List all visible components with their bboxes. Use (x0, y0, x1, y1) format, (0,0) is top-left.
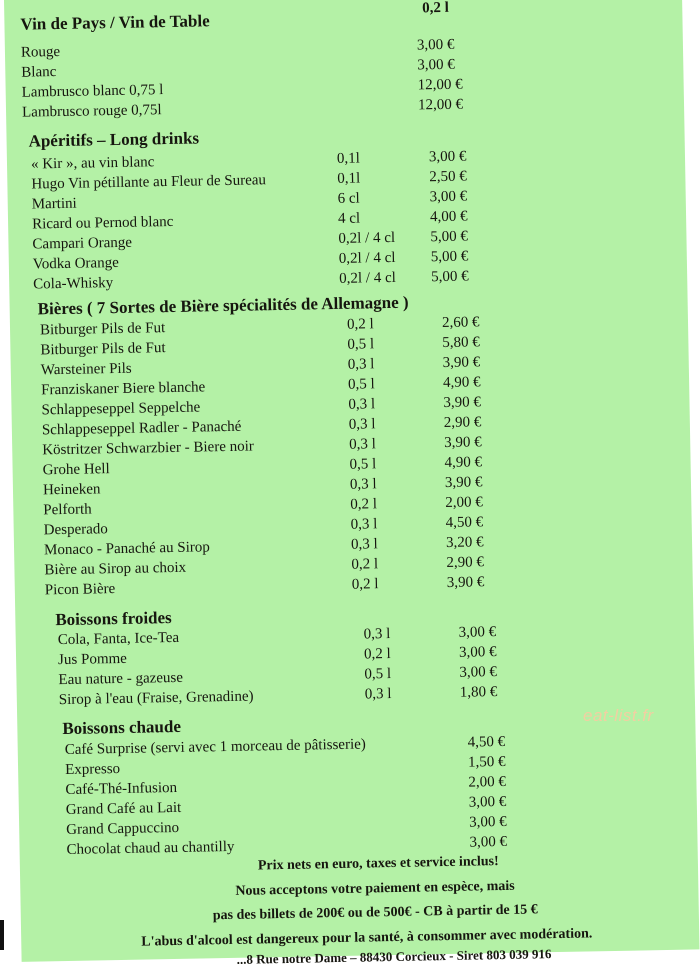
menu-item-volume: 0,2 l (346, 316, 374, 333)
menu-item-volume: 0,5 l (347, 336, 375, 353)
menu-item-volume: 0,3 l (348, 416, 376, 433)
menu-item-price: 5,80 € (442, 334, 480, 352)
menu-item-name: Cola, Fanta, Ice-Tea (57, 629, 180, 649)
menu-item-name: Café Surprise (servi avec 1 morceau de pâtisserie) (64, 736, 366, 759)
menu-item-volume: 0,3 l (364, 686, 392, 703)
menu-sheet (4, 0, 700, 967)
menu-item-price: 2,90 € (446, 554, 485, 571)
menu-item-name: Blanc (21, 64, 57, 81)
menu-item-name: Schlappeseppel Radler - Panaché (41, 418, 242, 439)
section-title: Boissons froides (55, 608, 172, 630)
section-title: Bières ( 7 Sortes de Bière spécialités de Allemagne ) (37, 292, 409, 319)
menu-item-name: Rouge (20, 43, 61, 61)
menu-item-volume: 6 cl (337, 190, 360, 207)
menu-item-name: Cola-Whisky (33, 275, 114, 293)
menu-item-name: Franziskaner Biere blanche (41, 379, 206, 399)
footer-prices-note: Prix nets en euro, taxes et service inclus! (257, 854, 499, 874)
menu-item-volume: 0,3 l (349, 476, 377, 493)
menu-item-name: Martini (31, 195, 77, 213)
menu-item-volume: 0,3 l (347, 356, 375, 373)
menu-item-volume: 0,2l / 4 cl (338, 229, 396, 247)
menu-item-price: 2,00 € (468, 773, 507, 791)
menu-item-price: 3,00 € (458, 644, 497, 661)
footer-address: ...8 Rue notre Dame – 88430 Corcieux - Siret 803 039 916 (236, 946, 552, 967)
menu-item-volume: 0,1l (337, 170, 361, 187)
menu-item-price: 4,00 € (429, 208, 468, 226)
watermark-logo: eat-list.fr (583, 706, 654, 725)
menu-item-price: 2,50 € (429, 168, 467, 186)
menu-item-name: Eau nature - gazeuse (58, 669, 184, 689)
menu-item-name: Grand Café au Lait (65, 799, 182, 819)
menu-item-volume: 0,2 l (351, 576, 379, 593)
menu-item-name: « Kir », au vin blanc (30, 154, 155, 173)
menu-item-name: Picon Bière (44, 581, 116, 599)
menu-item-volume: 0,5 l (364, 666, 392, 683)
menu-item-price: 5,00 € (430, 228, 469, 246)
menu-item-volume: 0,3 l (363, 626, 391, 643)
menu-item-name: Pelforth (43, 501, 92, 519)
menu-item-price: 4,50 € (467, 733, 506, 751)
menu-item-price: 3,20 € (445, 534, 484, 551)
menu-item-price: 3,00 € (417, 56, 455, 74)
menu-item-name: Bitburger Pils de Fut (40, 340, 166, 359)
footer-banknote-note: pas des billets de 200€ ou de 500€ - CB à partir de 15 € (212, 902, 538, 924)
menu-item-price: 1,80 € (459, 684, 498, 701)
menu-item-name: Desperado (43, 521, 109, 539)
menu-item-price: 2,00 € (445, 494, 483, 511)
menu-item-price: 5,00 € (431, 268, 469, 286)
menu-item-volume: 0,3 l (350, 516, 378, 533)
section-title: Apéritifs – Long drinks (28, 128, 200, 151)
menu-item-price: 3,00 € (459, 664, 498, 681)
menu-item-volume: 0,2l / 4 cl (338, 249, 396, 267)
menu-item-volume: 4 cl (337, 210, 361, 227)
section-title: Boissons chaude (62, 716, 182, 739)
menu-item-name: Jus Pomme (57, 650, 128, 669)
menu-item-name: Café-Thé-Infusion (65, 779, 178, 799)
menu-item-name: Heineken (42, 481, 101, 499)
menu-item-name: Lambrusco blanc 0,75 l (21, 82, 164, 101)
menu-item-name: Vodka Orange (32, 254, 119, 273)
menu-item-volume: 0,2 l (363, 646, 391, 663)
menu-item-price: 3,00 € (428, 148, 467, 166)
menu-item-price: 2,60 € (441, 314, 480, 332)
menu-item-price: 4,90 € (442, 374, 481, 392)
menu-item-name: Grand Cappuccino (66, 819, 180, 838)
menu-item-price: 3,00 € (469, 813, 507, 831)
menu-item-name: Lambrusco rouge 0,75l (21, 102, 162, 121)
corner-mark (0, 920, 4, 950)
volume-column-header: 0,2 l (422, 0, 450, 17)
menu-item-name: Warsteiner Pils (40, 360, 132, 379)
menu-item-price: 12,00 € (417, 76, 463, 94)
menu-item-volume: 0,3 l (348, 396, 376, 413)
menu-item-price: 3,00 € (416, 36, 455, 54)
menu-item-name: Ricard ou Pernod blanc (31, 213, 174, 233)
menu-item-price: 3,00 € (429, 188, 468, 206)
menu-item-name: Monaco - Panaché au Sirop (43, 539, 211, 559)
menu-item-price: 1,50 € (467, 753, 506, 771)
menu-item-volume: 0,2 l (350, 496, 378, 513)
menu-item-price: 3,90 € (442, 354, 481, 372)
menu-item-price: 5,00 € (430, 248, 469, 266)
menu-item-name: Campari Orange (32, 234, 133, 253)
menu-item-price: 3,00 € (468, 793, 507, 811)
menu-item-price: 3,00 € (469, 833, 508, 851)
menu-item-price: 3,90 € (446, 574, 485, 591)
menu-item-price: 3,90 € (444, 474, 483, 491)
menu-item-volume: 0,1l (336, 150, 361, 167)
menu-item-name: Köstritzer Schwarzbier - Biere noir (42, 438, 254, 459)
footer-alcohol-warning: L'abus d'alcool est dangereux pour la santé, à consommer avec modération. (141, 926, 593, 950)
menu-item-volume: 0,3 l (350, 536, 378, 553)
menu-item-volume: 0,5 l (347, 376, 375, 393)
menu-item-price: 3,90 € (443, 394, 482, 412)
menu-item-volume: 0,5 l (349, 456, 377, 473)
menu-item-name: Grohe Hell (42, 461, 110, 479)
footer-payment-note: Nous acceptons votre paiement en espèce, mais (235, 878, 515, 899)
menu-item-volume: 0,2 l (351, 556, 379, 573)
menu-item-volume: 0,3 l (349, 436, 377, 453)
menu-item-price: 12,00 € (417, 96, 464, 114)
section-title: Vin de Pays / Vin de Table (20, 11, 210, 34)
menu-item-name: Hugo Vin pétillante au Fleur de Sureau (31, 172, 267, 193)
menu-item-price: 2,90 € (443, 414, 482, 432)
menu-item-name: Expresso (64, 761, 121, 779)
menu-item-volume: 0,2l / 4 cl (339, 269, 396, 287)
menu-item-price: 4,50 € (445, 514, 484, 531)
menu-item-price: 3,90 € (444, 434, 482, 452)
menu-item-price: 3,00 € (458, 624, 497, 641)
menu-item-name: Schlappeseppel Seppelche (41, 399, 201, 419)
menu-item-name: Chocolat chaud au chantilly (66, 838, 235, 858)
menu-item-price: 4,90 € (444, 454, 483, 472)
menu-item-name: Bière au Sirop au choix (44, 559, 187, 579)
menu-item-name: Sirop à l'eau (Fraise, Grenadine) (58, 688, 254, 709)
menu-item-name: Bitburger Pils de Fut (39, 320, 166, 339)
